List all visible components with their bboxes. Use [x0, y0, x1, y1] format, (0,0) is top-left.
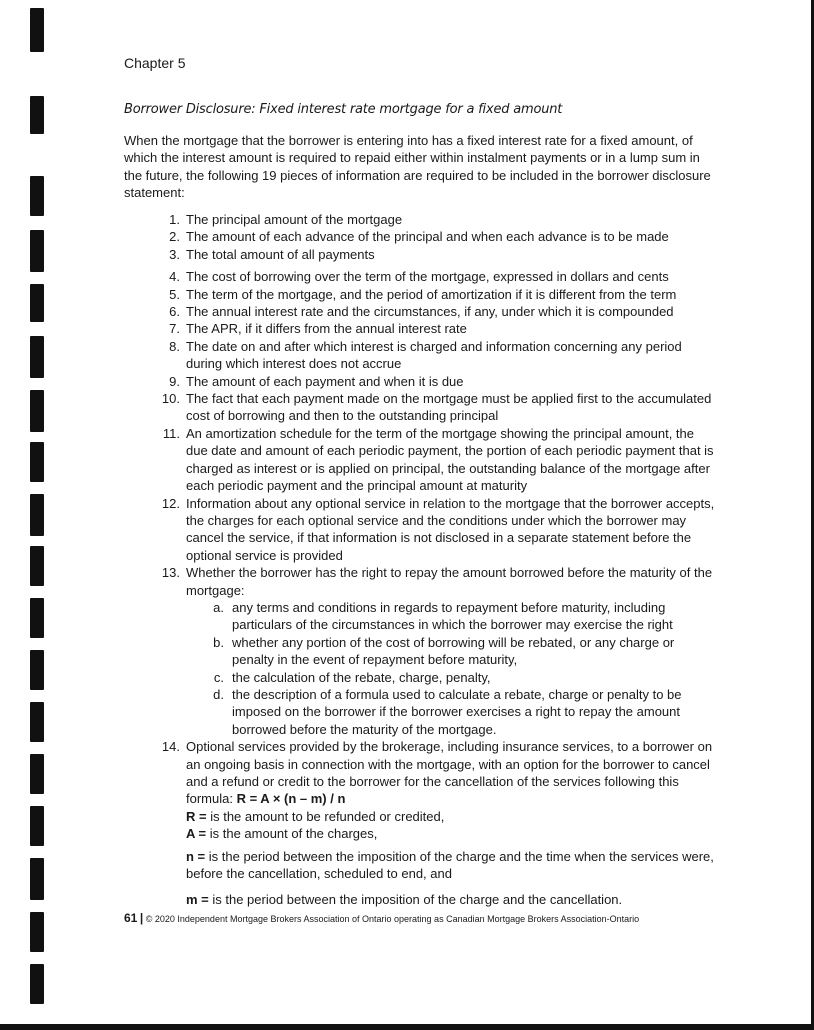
- list-item: [0, 738, 716, 808]
- item-text: The principal amount of the mortgage: [186, 212, 403, 227]
- item-number: 4.: [169, 269, 180, 285]
- section-title: Borrower Disclosure: Fixed interest rate mortgage for a fixed amount: [124, 102, 563, 117]
- definition-text: is the period between the imposition of the charge and the time when the services were, before the cancellation, scheduled to end, and: [186, 848, 714, 882]
- definition-text: is the amount of the charges,: [206, 826, 378, 842]
- item-text: Optional services provided by the brokerage, including insurance services, to a borrower on an ongoing basis in connection with the mortgage, with an option for the borrower to cancel and a refund or credit to the borrower for the cancellation of the services following this formula:: [186, 739, 713, 807]
- definition-term: R =: [186, 808, 207, 824]
- intro-paragraph: When the mortgage that the borrower is entering into has a fixed interest rate for a fixed amount, of which the interest amount is required to repaid either within instalment payments or in a lump sum in the future, the following 19 pieces of information are required to be included in the borrower disclosure statement:: [124, 133, 711, 201]
- item-number: 5.: [169, 286, 180, 302]
- item-number: 1.: [169, 212, 180, 227]
- list-item: [0, 246, 716, 263]
- formula: R = A × (n – m) / n: [236, 791, 346, 807]
- item-number: 12.: [161, 495, 180, 511]
- item-text: The amount of each advance of the principal and when each advance is to be made: [186, 229, 669, 245]
- definition-term: m =: [186, 892, 209, 908]
- sub-item-text: the description of a formula used to calculate a rebate, charge or penalty to be imposed on the borrower if the borrower exercises a right to repay the amount borrowed before the maturity of the mortgage.: [232, 686, 682, 737]
- item-number: 6.: [169, 304, 180, 320]
- sub-item-letter: c.: [213, 669, 224, 685]
- page-number: 61: [124, 911, 138, 925]
- sub-list-item: [0, 669, 716, 686]
- list-item: [0, 338, 716, 373]
- item-number: 9.: [169, 373, 180, 389]
- sub-item-letter: d.: [213, 686, 224, 702]
- item-text: The fact that each payment made on the mortgage must be applied first to the accumulated cost of borrowing and then to the outstanding principal: [186, 391, 712, 424]
- item-number: 8.: [169, 338, 180, 354]
- list-item: [0, 320, 716, 337]
- item-text: Whether the borrower has the right to repay the amount borrowed before the maturity of the mortgage:: [186, 565, 713, 598]
- list-item: [0, 390, 716, 425]
- sub-list-item: [0, 634, 716, 669]
- disclosure-list: [0, 211, 814, 909]
- list-item: [0, 268, 716, 285]
- item-text: The date on and after which interest is charged and information concerning any period during which interest does not accrue: [186, 338, 682, 372]
- item-number: 7.: [169, 321, 180, 337]
- list-item: [0, 303, 716, 320]
- item-text: The amount of each payment and when it is due: [186, 373, 464, 389]
- binding-hole: [30, 176, 44, 216]
- list-item: [0, 228, 716, 245]
- list-item: [0, 286, 716, 303]
- definition-term: A =: [186, 826, 207, 842]
- definition: [0, 825, 716, 842]
- item-number: 14.: [161, 739, 180, 755]
- sub-item-text: the calculation of the rebate, charge, penalty,: [232, 669, 491, 685]
- item-number: 11.: [162, 425, 180, 441]
- definition: [0, 848, 716, 883]
- list-item: [0, 373, 716, 390]
- list-item: [0, 425, 716, 495]
- item-text: The total amount of all payments: [186, 246, 375, 262]
- page-edge-bottom: [0, 1024, 814, 1030]
- item-number: 2.: [169, 229, 180, 245]
- item-number: 10.: [161, 391, 180, 407]
- copyright-text: © 2020 Independent Mortgage Brokers Association of Ontario operating as Canadian Mortgage Brokers Association-Ontario: [145, 914, 640, 924]
- sub-item-letter: b.: [213, 634, 224, 650]
- sub-item-text: any terms and conditions in regards to repayment before maturity, including particulars of the circumstances in which the borrower may exercise the right: [232, 599, 673, 633]
- item-text: The term of the mortgage, and the period of amortization if it is different from the term: [186, 286, 677, 302]
- item-text: An amortization schedule for the term of the mortgage showing the principal amount, the due date and amount of each periodic payment, the portion of each periodic payment that is charged as interest or is applied on principal, the outstanding balance of the mortgage after each periodic payment and the principal amount at maturity: [186, 425, 714, 494]
- binding-hole: [30, 964, 44, 1004]
- sub-item-text: whether any portion of the cost of borrowing will be rebated, or any charge or penalty in the event of repayment before maturity,: [232, 634, 675, 668]
- binding-hole: [30, 96, 44, 134]
- list-item: [0, 211, 716, 228]
- sub-list-item: [0, 599, 716, 634]
- item-number: 3.: [169, 246, 180, 262]
- item-number: 13.: [161, 565, 180, 581]
- binding-hole: [30, 8, 44, 52]
- item-text: Information about any optional service in relation to the mortgage that the borrower accepts, the charges for each optional service and the conditions under which the borrower may cancel the service, if that information is not disclosed in a separate statement before the optional service is provided: [186, 495, 715, 563]
- definition: [0, 891, 716, 908]
- page-footer: [124, 911, 639, 925]
- sub-list-item: [0, 686, 716, 738]
- definition-text: is the period between the imposition of the charge and the cancellation.: [208, 892, 623, 908]
- item-text: The annual interest rate and the circumstances, if any, under which it is compounded: [186, 304, 674, 320]
- footer-separator: |: [139, 911, 144, 925]
- item-text: The APR, if it differs from the annual interest rate: [186, 321, 467, 337]
- item-text: The cost of borrowing over the term of the mortgage, expressed in dollars and cents: [186, 269, 669, 285]
- definition: [0, 808, 716, 825]
- sub-item-letter: a.: [213, 599, 224, 615]
- list-item: [0, 564, 716, 599]
- list-item: [0, 495, 716, 565]
- definition-text: is the amount to be refunded or credited,: [206, 808, 445, 824]
- binding-hole: [30, 912, 44, 952]
- chapter-heading: Chapter 5: [124, 55, 186, 71]
- definition-term: n =: [186, 848, 206, 864]
